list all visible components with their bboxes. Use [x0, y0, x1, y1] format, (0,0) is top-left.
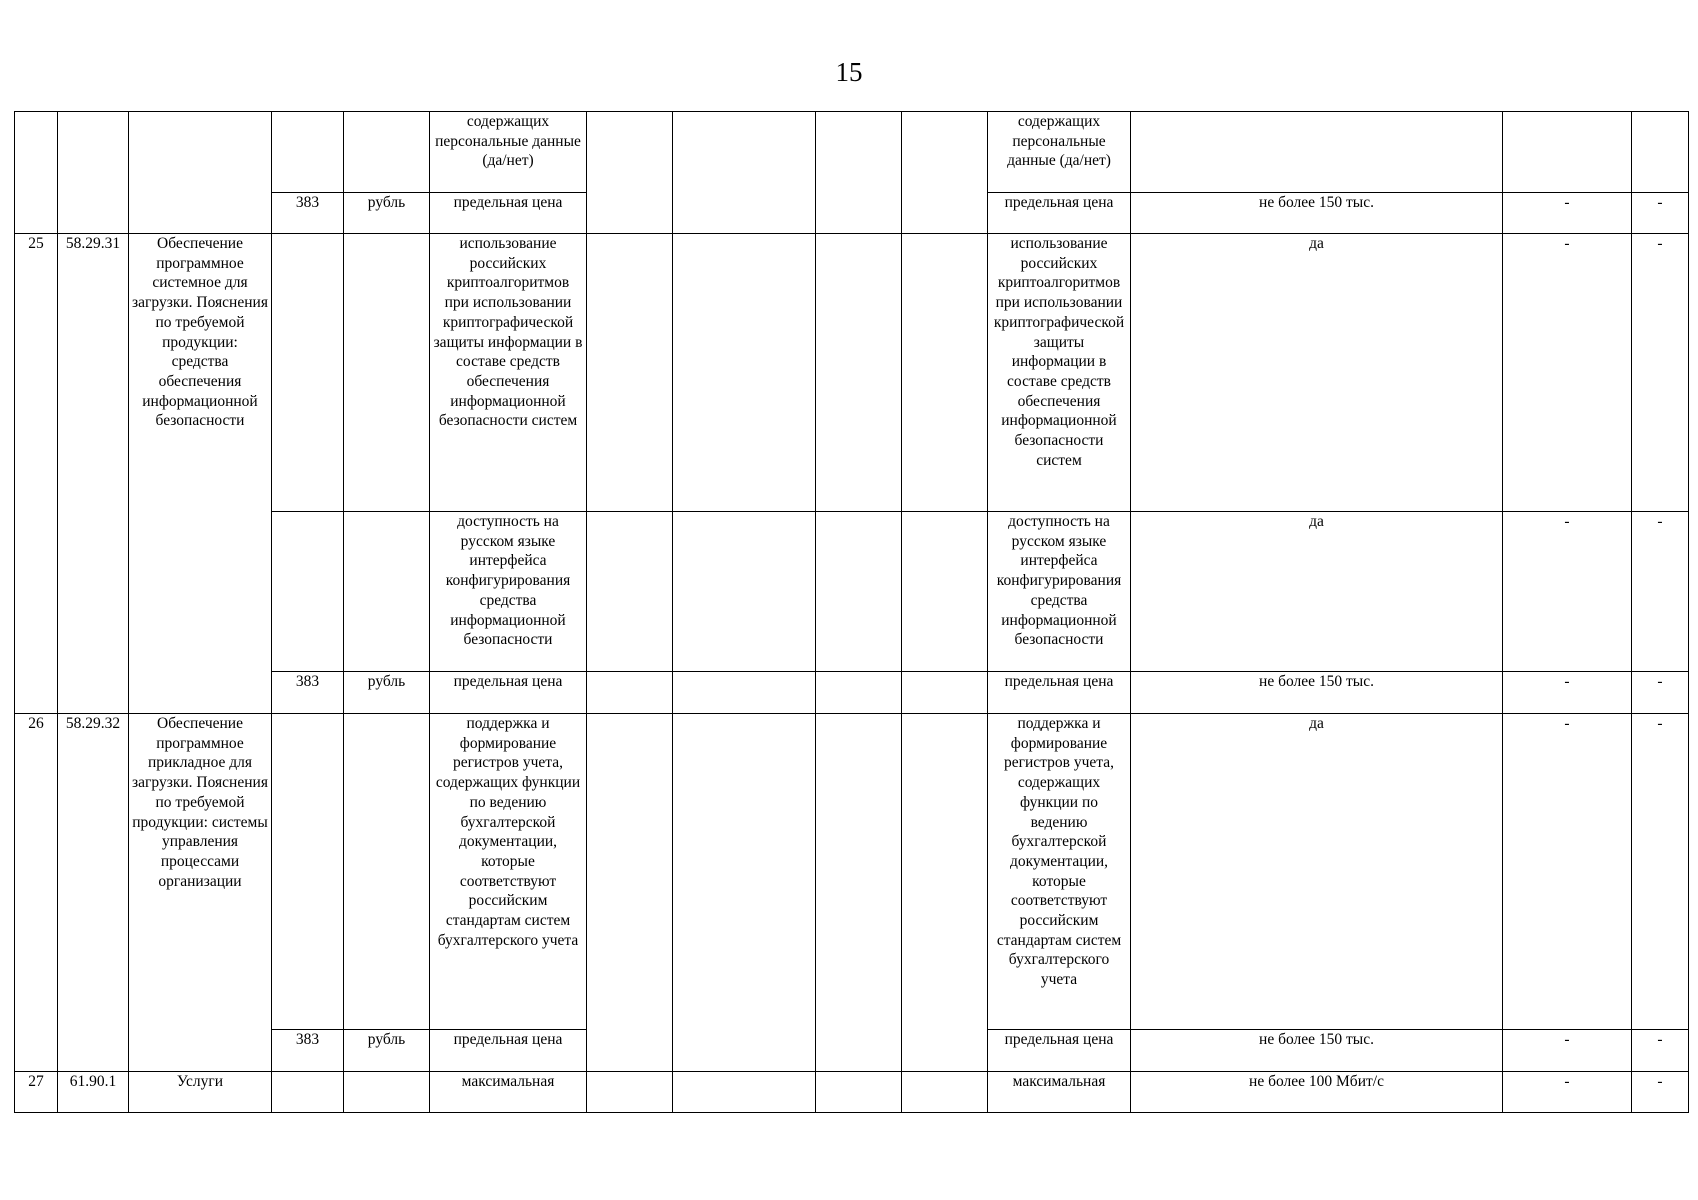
characteristic-cell: предельная цена: [988, 1030, 1131, 1072]
cell-empty: [1632, 112, 1689, 193]
table-row: [15, 714, 1689, 1030]
characteristic-cell: предельная цена: [430, 672, 587, 714]
dash-cell: -: [1632, 1030, 1689, 1072]
dash-cell: -: [1503, 1072, 1632, 1113]
cell-empty: [902, 714, 988, 1072]
item-name-cell: Обеспечение программное системное для загрузки. Пояснения по требуемой продукции: средства обеспечения информационной безопасности: [129, 234, 272, 714]
table-row: [15, 112, 1689, 193]
dash-cell: -: [1503, 1030, 1632, 1072]
okei-code-cell: 383: [272, 672, 344, 714]
unit-cell: рубль: [344, 193, 430, 234]
characteristic-cell: использование российских криптоалгоритмов при использовании криптографической защиты информации в составе средств обеспечения информационной безопасности систем: [430, 234, 587, 512]
value-cell: да: [1131, 512, 1503, 672]
characteristic-cell: [430, 112, 587, 193]
cell-empty: [587, 714, 673, 1072]
okei-code-cell: 383: [272, 1030, 344, 1072]
dash-cell: -: [1503, 714, 1632, 1030]
value-cell: да: [1131, 234, 1503, 512]
okpd-code-cell: 61.90.1: [58, 1072, 129, 1113]
characteristic-text: содержащих персональные данные (да/нет): [435, 113, 581, 170]
value-cell: не более 150 тыс.: [1131, 672, 1503, 714]
cell-empty: [673, 714, 816, 1072]
cell-empty: [816, 112, 902, 234]
cell-empty: [673, 672, 816, 714]
cell-empty: [902, 512, 988, 672]
cell-empty: [902, 112, 988, 234]
dash-cell: -: [1632, 193, 1689, 234]
characteristic-cell: предельная цена: [430, 193, 587, 234]
unit-cell: рубль: [344, 1030, 430, 1072]
item-number-cell: 25: [15, 234, 58, 714]
cell-empty: [1503, 112, 1632, 193]
cell-empty: [587, 112, 673, 234]
dash-cell: -: [1503, 672, 1632, 714]
cell-empty: [344, 512, 430, 672]
dash-cell: -: [1632, 512, 1689, 672]
cell-empty: [344, 714, 430, 1030]
cell-empty: [673, 1072, 816, 1113]
characteristic-cell: [988, 112, 1131, 193]
cell-empty: [816, 234, 902, 512]
item-number-cell: 27: [15, 1072, 58, 1113]
dash-cell: -: [1503, 193, 1632, 234]
item-name-cell: Обеспечение программное прикладное для загрузки. Пояснения по требуемой продукции: системы управления процессами организации: [129, 714, 272, 1072]
cell-empty: [15, 112, 58, 234]
cell-empty: [816, 714, 902, 1072]
cell-empty: [587, 512, 673, 672]
characteristic-cell: доступность на русском языке интерфейса конфигурирования средства информационной безопасности: [988, 512, 1131, 672]
cell-empty: [58, 112, 129, 234]
page-number: 15: [835, 57, 863, 87]
cell-empty: [344, 234, 430, 512]
okpd-code-cell: 58.29.32: [58, 714, 129, 1072]
okei-code-cell: 383: [272, 193, 344, 234]
dash-cell: -: [1632, 672, 1689, 714]
characteristic-cell: предельная цена: [988, 672, 1131, 714]
dash-cell: -: [1503, 512, 1632, 672]
dash-cell: -: [1503, 234, 1632, 512]
characteristic-cell: максимальная: [430, 1072, 587, 1113]
cell-empty: [272, 1072, 344, 1113]
cell-empty: [272, 512, 344, 672]
characteristic-cell: поддержка и формирование регистров учета, содержащих функции по ведению бухгалтерской документации, которые соответствуют российским стандартам систем бухгалтерского учета: [988, 714, 1131, 1030]
value-cell: не более 100 Мбит/с: [1131, 1072, 1503, 1113]
characteristic-cell: использование российских криптоалгоритмов при использовании криптографической защиты информации в составе средств обеспечения информационной безопасности систем: [988, 234, 1131, 512]
characteristic-cell: поддержка и формирование регистров учета, содержащих функции по ведению бухгалтерской документации, которые соответствуют российским стандартам систем бухгалтерского учета: [430, 714, 587, 1030]
cell-empty: [816, 672, 902, 714]
cell-empty: [816, 1072, 902, 1113]
cell-empty: [902, 234, 988, 512]
cell-empty: [272, 234, 344, 512]
table-row: [15, 234, 1689, 512]
cell-empty: [587, 1072, 673, 1113]
value-cell: не более 150 тыс.: [1131, 1030, 1503, 1072]
cell-empty: [673, 512, 816, 672]
okpd-code-cell: 58.29.31: [58, 234, 129, 714]
value-cell: да: [1131, 714, 1503, 1030]
cell-empty: [902, 1072, 988, 1113]
cell-empty: [344, 1072, 430, 1113]
cell-empty: [1131, 112, 1503, 193]
cell-empty: [344, 112, 430, 193]
unit-cell: рубль: [344, 672, 430, 714]
cell-empty: [587, 234, 673, 512]
cell-empty: [902, 672, 988, 714]
cell-empty: [816, 512, 902, 672]
value-cell: не более 150 тыс.: [1131, 193, 1503, 234]
item-number-cell: 26: [15, 714, 58, 1072]
cell-empty: [272, 714, 344, 1030]
item-name-cell: Услуги: [129, 1072, 272, 1113]
characteristic-cell: предельная цена: [988, 193, 1131, 234]
table-row: [15, 1072, 1689, 1113]
cell-empty: [673, 234, 816, 512]
cell-empty: [587, 672, 673, 714]
cell-empty: [129, 112, 272, 234]
characteristic-cell: предельная цена: [430, 1030, 587, 1072]
dash-cell: -: [1632, 714, 1689, 1030]
cell-empty: [272, 112, 344, 193]
characteristic-text: содержащих персональные данные (да/нет): [1007, 113, 1111, 170]
characteristic-cell: максимальная: [988, 1072, 1131, 1113]
requirements-table: [14, 111, 1689, 1113]
cell-empty: [673, 112, 816, 234]
characteristic-cell: доступность на русском языке интерфейса конфигурирования средства информационной безопасности: [430, 512, 587, 672]
dash-cell: -: [1632, 234, 1689, 512]
dash-cell: -: [1632, 1072, 1689, 1113]
